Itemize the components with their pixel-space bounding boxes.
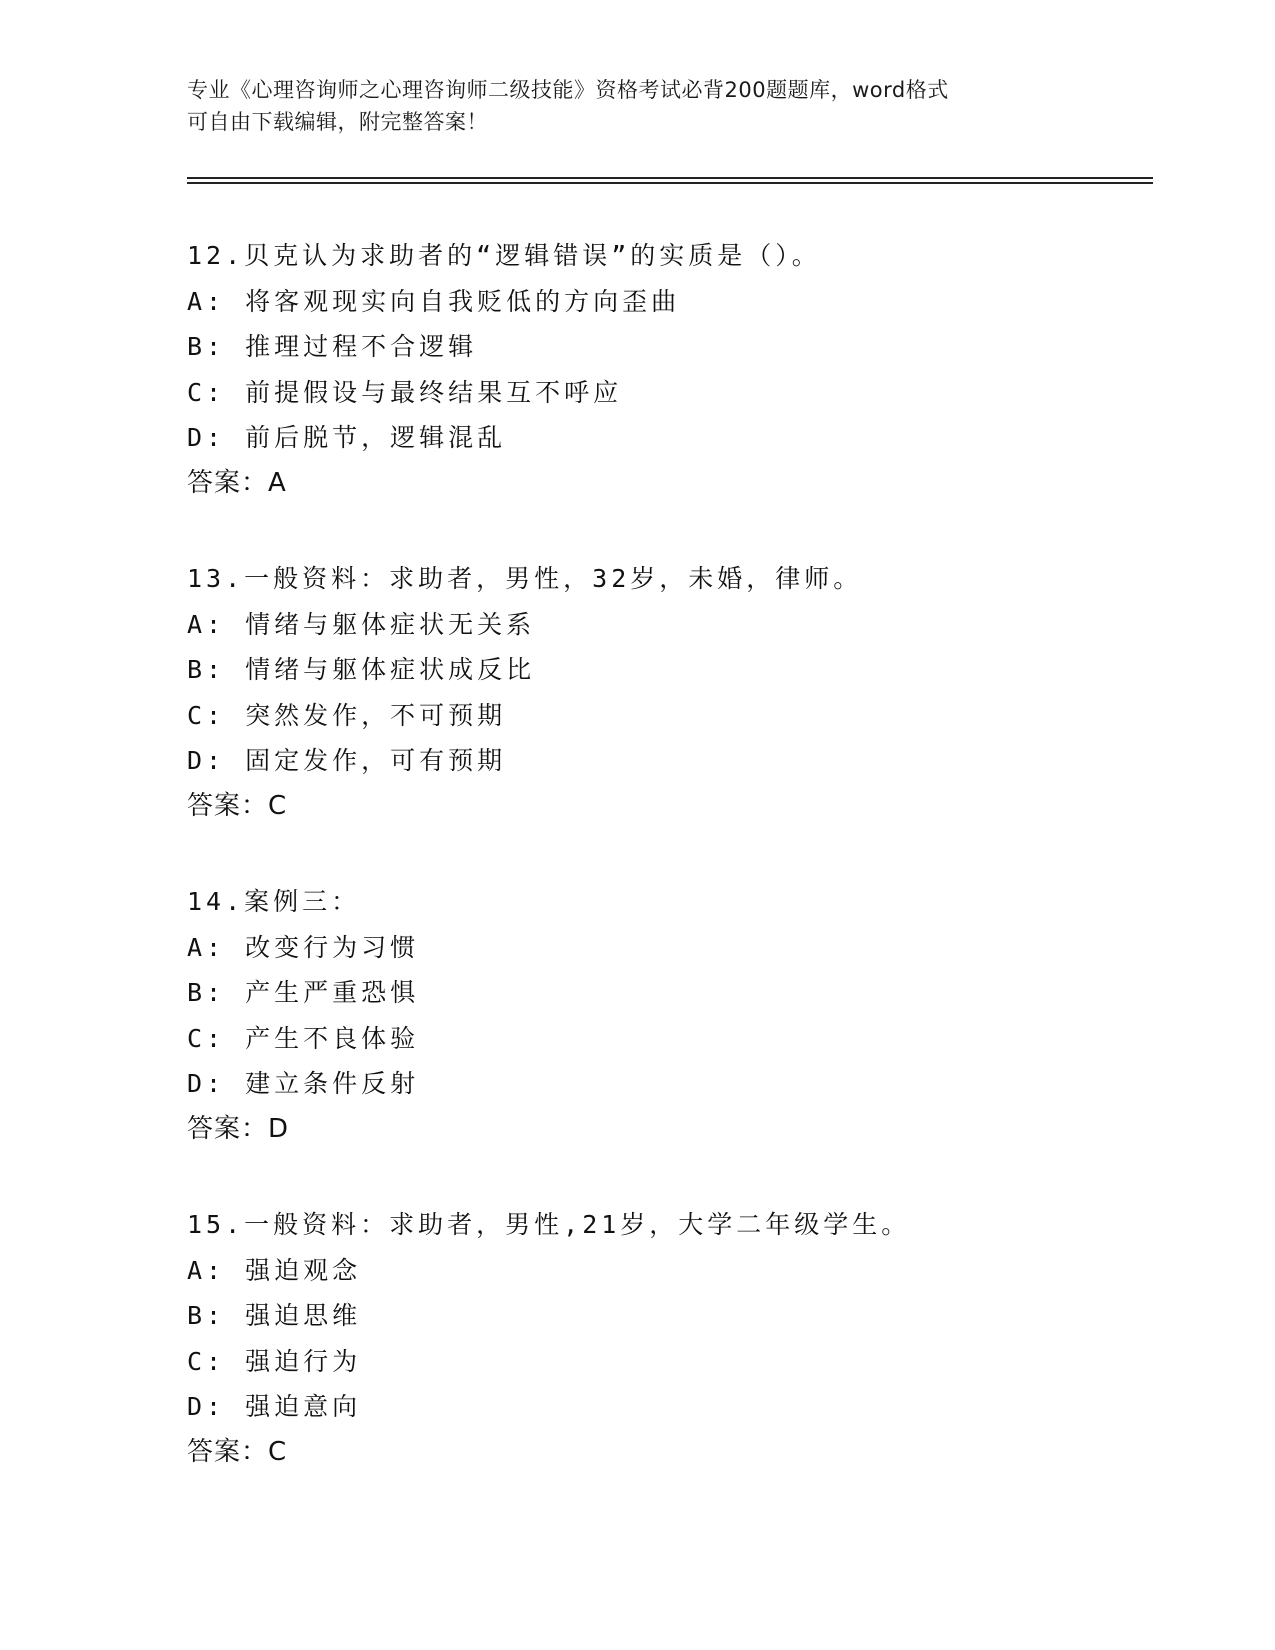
- answer-key: 答案：C: [187, 1436, 288, 1467]
- option-c: [187, 370, 1147, 416]
- option-letter: D:: [187, 1392, 226, 1421]
- question-list: [187, 233, 1147, 1525]
- header-divider-top: [187, 177, 1153, 179]
- option-letter: A:: [187, 1255, 226, 1285]
- option-text: 突然发作，不可预期: [245, 700, 507, 730]
- option-text: 建立条件反射: [245, 1069, 420, 1098]
- document-header: [187, 74, 1087, 138]
- option-b: [187, 1293, 1147, 1339]
- option-letter: D:: [187, 746, 226, 775]
- option-text: 强迫行为: [245, 1346, 362, 1376]
- option-b: [187, 324, 1147, 370]
- option-letter: A:: [187, 609, 226, 639]
- question-stem: 15.一般资料：求助者，男性,21岁，大学二年级学生。: [187, 1210, 911, 1239]
- option-d: [187, 1061, 1147, 1107]
- option-text: 产生不良体验: [245, 1023, 420, 1053]
- answer-key: 答案：C: [187, 790, 288, 821]
- option-letter: D:: [187, 423, 226, 452]
- option-text: 改变行为习惯: [245, 932, 420, 962]
- option-c: [187, 693, 1147, 739]
- option-d: [187, 415, 1147, 461]
- option-letter: C:: [187, 1346, 226, 1376]
- option-a: [187, 602, 1147, 648]
- option-a: [187, 1248, 1147, 1294]
- question-stem: 12.贝克认为求助者的“逻辑错误”的实质是（）。: [187, 241, 821, 270]
- option-text: 前后脱节，逻辑混乱: [245, 423, 507, 452]
- option-letter: D:: [187, 1069, 226, 1098]
- answer-key: 答案：A: [187, 467, 287, 498]
- option-b: [187, 647, 1147, 693]
- option-b: [187, 970, 1147, 1016]
- option-text: 将客观现实向自我贬低的方向歪曲: [245, 286, 681, 316]
- option-letter: C:: [187, 1023, 226, 1053]
- option-a: [187, 279, 1147, 325]
- option-letter: B:: [187, 1301, 226, 1330]
- option-letter: A:: [187, 286, 226, 316]
- option-letter: B:: [187, 655, 226, 684]
- question-15: [187, 1202, 1147, 1475]
- option-text: 强迫思维: [245, 1301, 362, 1330]
- header-divider-bottom: [187, 182, 1153, 184]
- option-text: 推理过程不合逻辑: [245, 332, 478, 361]
- header-line-2: 可自由下载编辑，附完整答案！: [187, 110, 488, 134]
- option-text: 强迫观念: [245, 1255, 362, 1285]
- header-line-1: 专业《心理咨询师之心理咨询师二级技能》资格考试必背200题题库，word格式: [187, 78, 949, 102]
- option-text: 情绪与躯体症状无关系: [245, 609, 536, 639]
- option-c: [187, 1016, 1147, 1062]
- question-12: [187, 233, 1147, 506]
- option-letter: B:: [187, 332, 226, 361]
- option-letter: A:: [187, 932, 226, 962]
- option-text: 情绪与躯体症状成反比: [245, 655, 536, 684]
- question-13: [187, 556, 1147, 829]
- option-letter: B:: [187, 978, 226, 1007]
- option-text: 前提假设与最终结果互不呼应: [245, 377, 623, 407]
- option-c: [187, 1339, 1147, 1385]
- question-stem: 13.一般资料：求助者，男性，32岁，未婚，律师。: [187, 564, 863, 593]
- option-a: [187, 925, 1147, 971]
- option-letter: C:: [187, 700, 226, 730]
- question-14: [187, 879, 1147, 1152]
- option-text: 强迫意向: [245, 1392, 362, 1421]
- option-d: [187, 1384, 1147, 1430]
- option-d: [187, 738, 1147, 784]
- option-letter: C:: [187, 377, 226, 407]
- option-text: 固定发作，可有预期: [245, 746, 507, 775]
- answer-key: 答案：D: [187, 1113, 290, 1144]
- question-stem: 14.案例三：: [187, 887, 361, 916]
- option-text: 产生严重恐惧: [245, 978, 420, 1007]
